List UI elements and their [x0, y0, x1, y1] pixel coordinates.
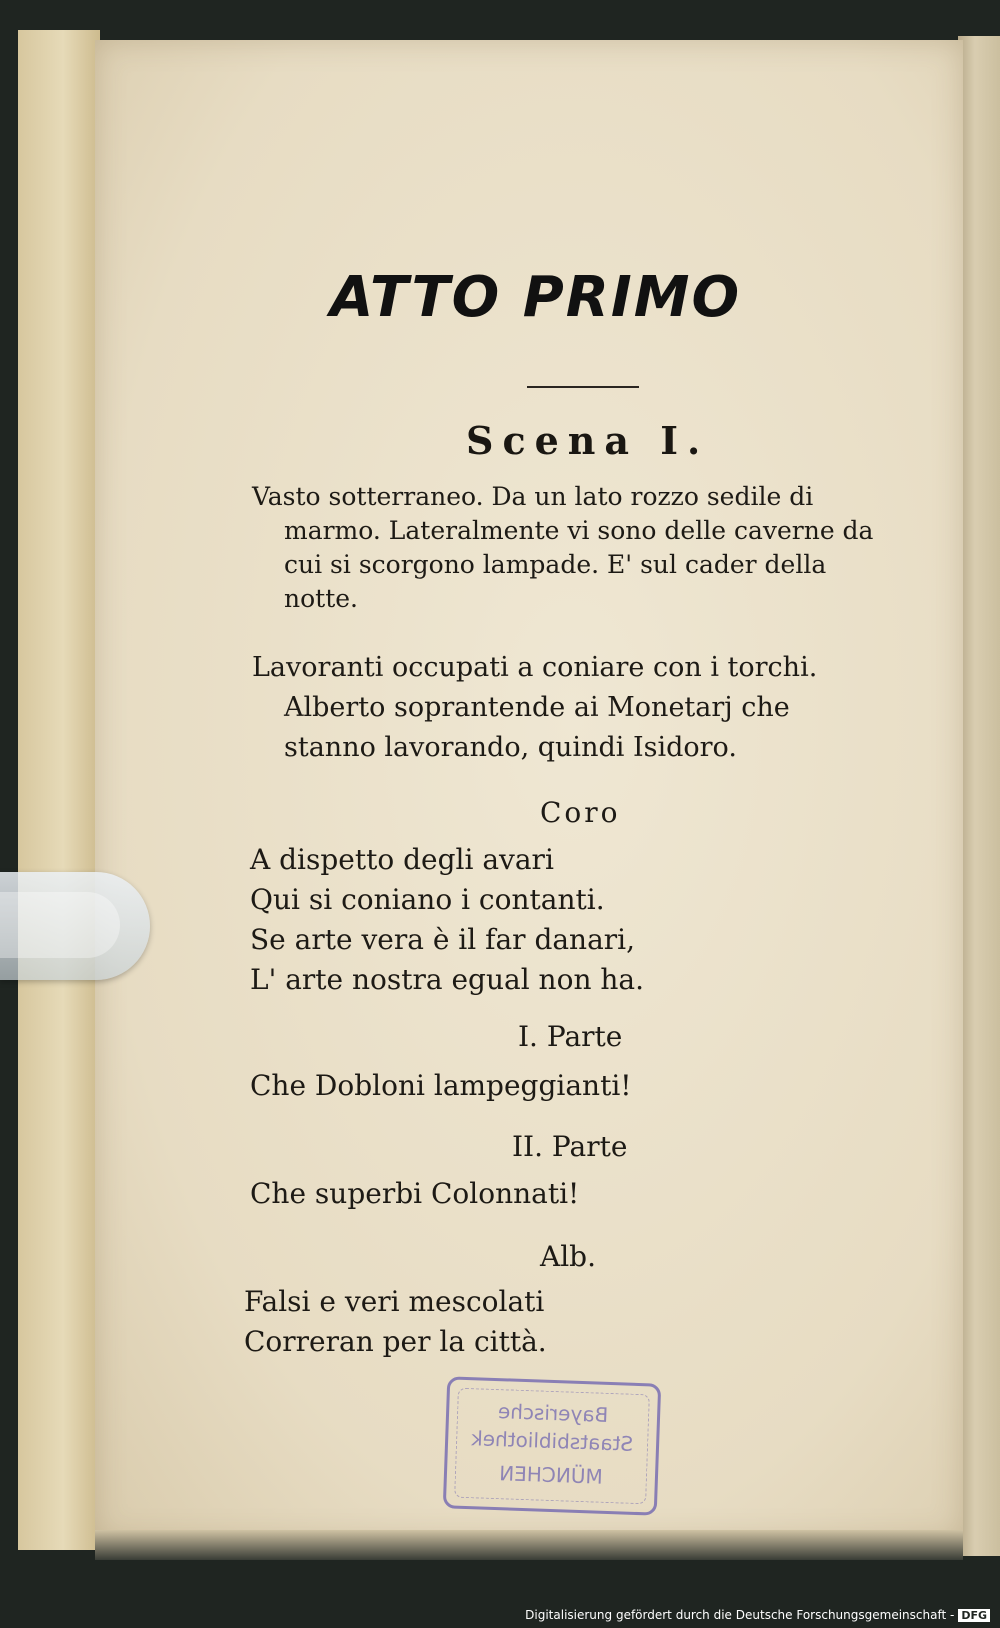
stage-direction-line: marmo. Lateralmente vi sono delle caverne da	[284, 516, 874, 545]
digitization-footer	[525, 1608, 990, 1622]
scene-title: Scena I.	[466, 418, 710, 463]
verse-line: A dispetto degli avari	[250, 843, 554, 876]
clip-highlight	[0, 892, 120, 958]
flyleaf	[18, 30, 100, 1550]
stage-direction-line: Vasto sotterraneo. Da un lato rozzo sedile di	[252, 482, 814, 511]
verse-line: Falsi e veri mescolati	[244, 1285, 545, 1318]
stage-direction-setting	[252, 480, 920, 616]
verse-line: Se arte vera è il far danari,	[250, 923, 636, 956]
verse-line: Che superbi Colonnati!	[250, 1177, 580, 1210]
act-title: ATTO PRIMO	[330, 265, 742, 330]
page-bottom-shadow	[95, 1530, 963, 1560]
speaker-seconda-parte: II. Parte	[512, 1130, 628, 1163]
stage-direction-line: cui si scorgono lampade. E' sul cader della	[284, 550, 827, 579]
library-stamp	[443, 1376, 661, 1515]
stage-direction-line: Lavoranti occupati a coniare con i torchi.	[252, 652, 818, 683]
footer-text: Digitalisierung gefördert durch die Deutsche Forschungsgemeinschaft -	[525, 1608, 955, 1622]
speaker-prima-parte: I. Parte	[518, 1020, 623, 1053]
verse-prima-parte	[250, 1066, 632, 1106]
verse-seconda-parte	[250, 1174, 579, 1214]
verse-line: Qui si coniano i contanti.	[250, 883, 605, 916]
verse-alberto	[244, 1282, 547, 1362]
title-divider	[527, 386, 639, 388]
stamp-text: Bayerische	[497, 1399, 609, 1427]
stage-direction-line: Alberto soprantende ai Monetarj che	[284, 692, 790, 723]
speaker-coro: Coro	[540, 796, 621, 829]
speaker-alberto: Alb.	[540, 1240, 596, 1273]
dfg-logo: DFG	[958, 1609, 990, 1622]
stage-direction-characters	[252, 648, 920, 768]
stage-direction-line: stanno lavorando, quindi Isidoro.	[284, 732, 737, 763]
stage-direction-line: notte.	[284, 584, 358, 613]
verse-line: Correran per la città.	[244, 1325, 547, 1358]
page-clip	[0, 872, 150, 980]
verse-coro	[250, 840, 644, 1000]
verse-line: Che Dobloni lampeggianti!	[250, 1069, 632, 1102]
stamp-text: MÜNCHEN	[498, 1461, 604, 1489]
verse-line: L' arte nostra egual non ha.	[250, 963, 645, 996]
page-edge-right	[958, 36, 1000, 1556]
stamp-text: Staatsbibliothek	[470, 1426, 634, 1456]
